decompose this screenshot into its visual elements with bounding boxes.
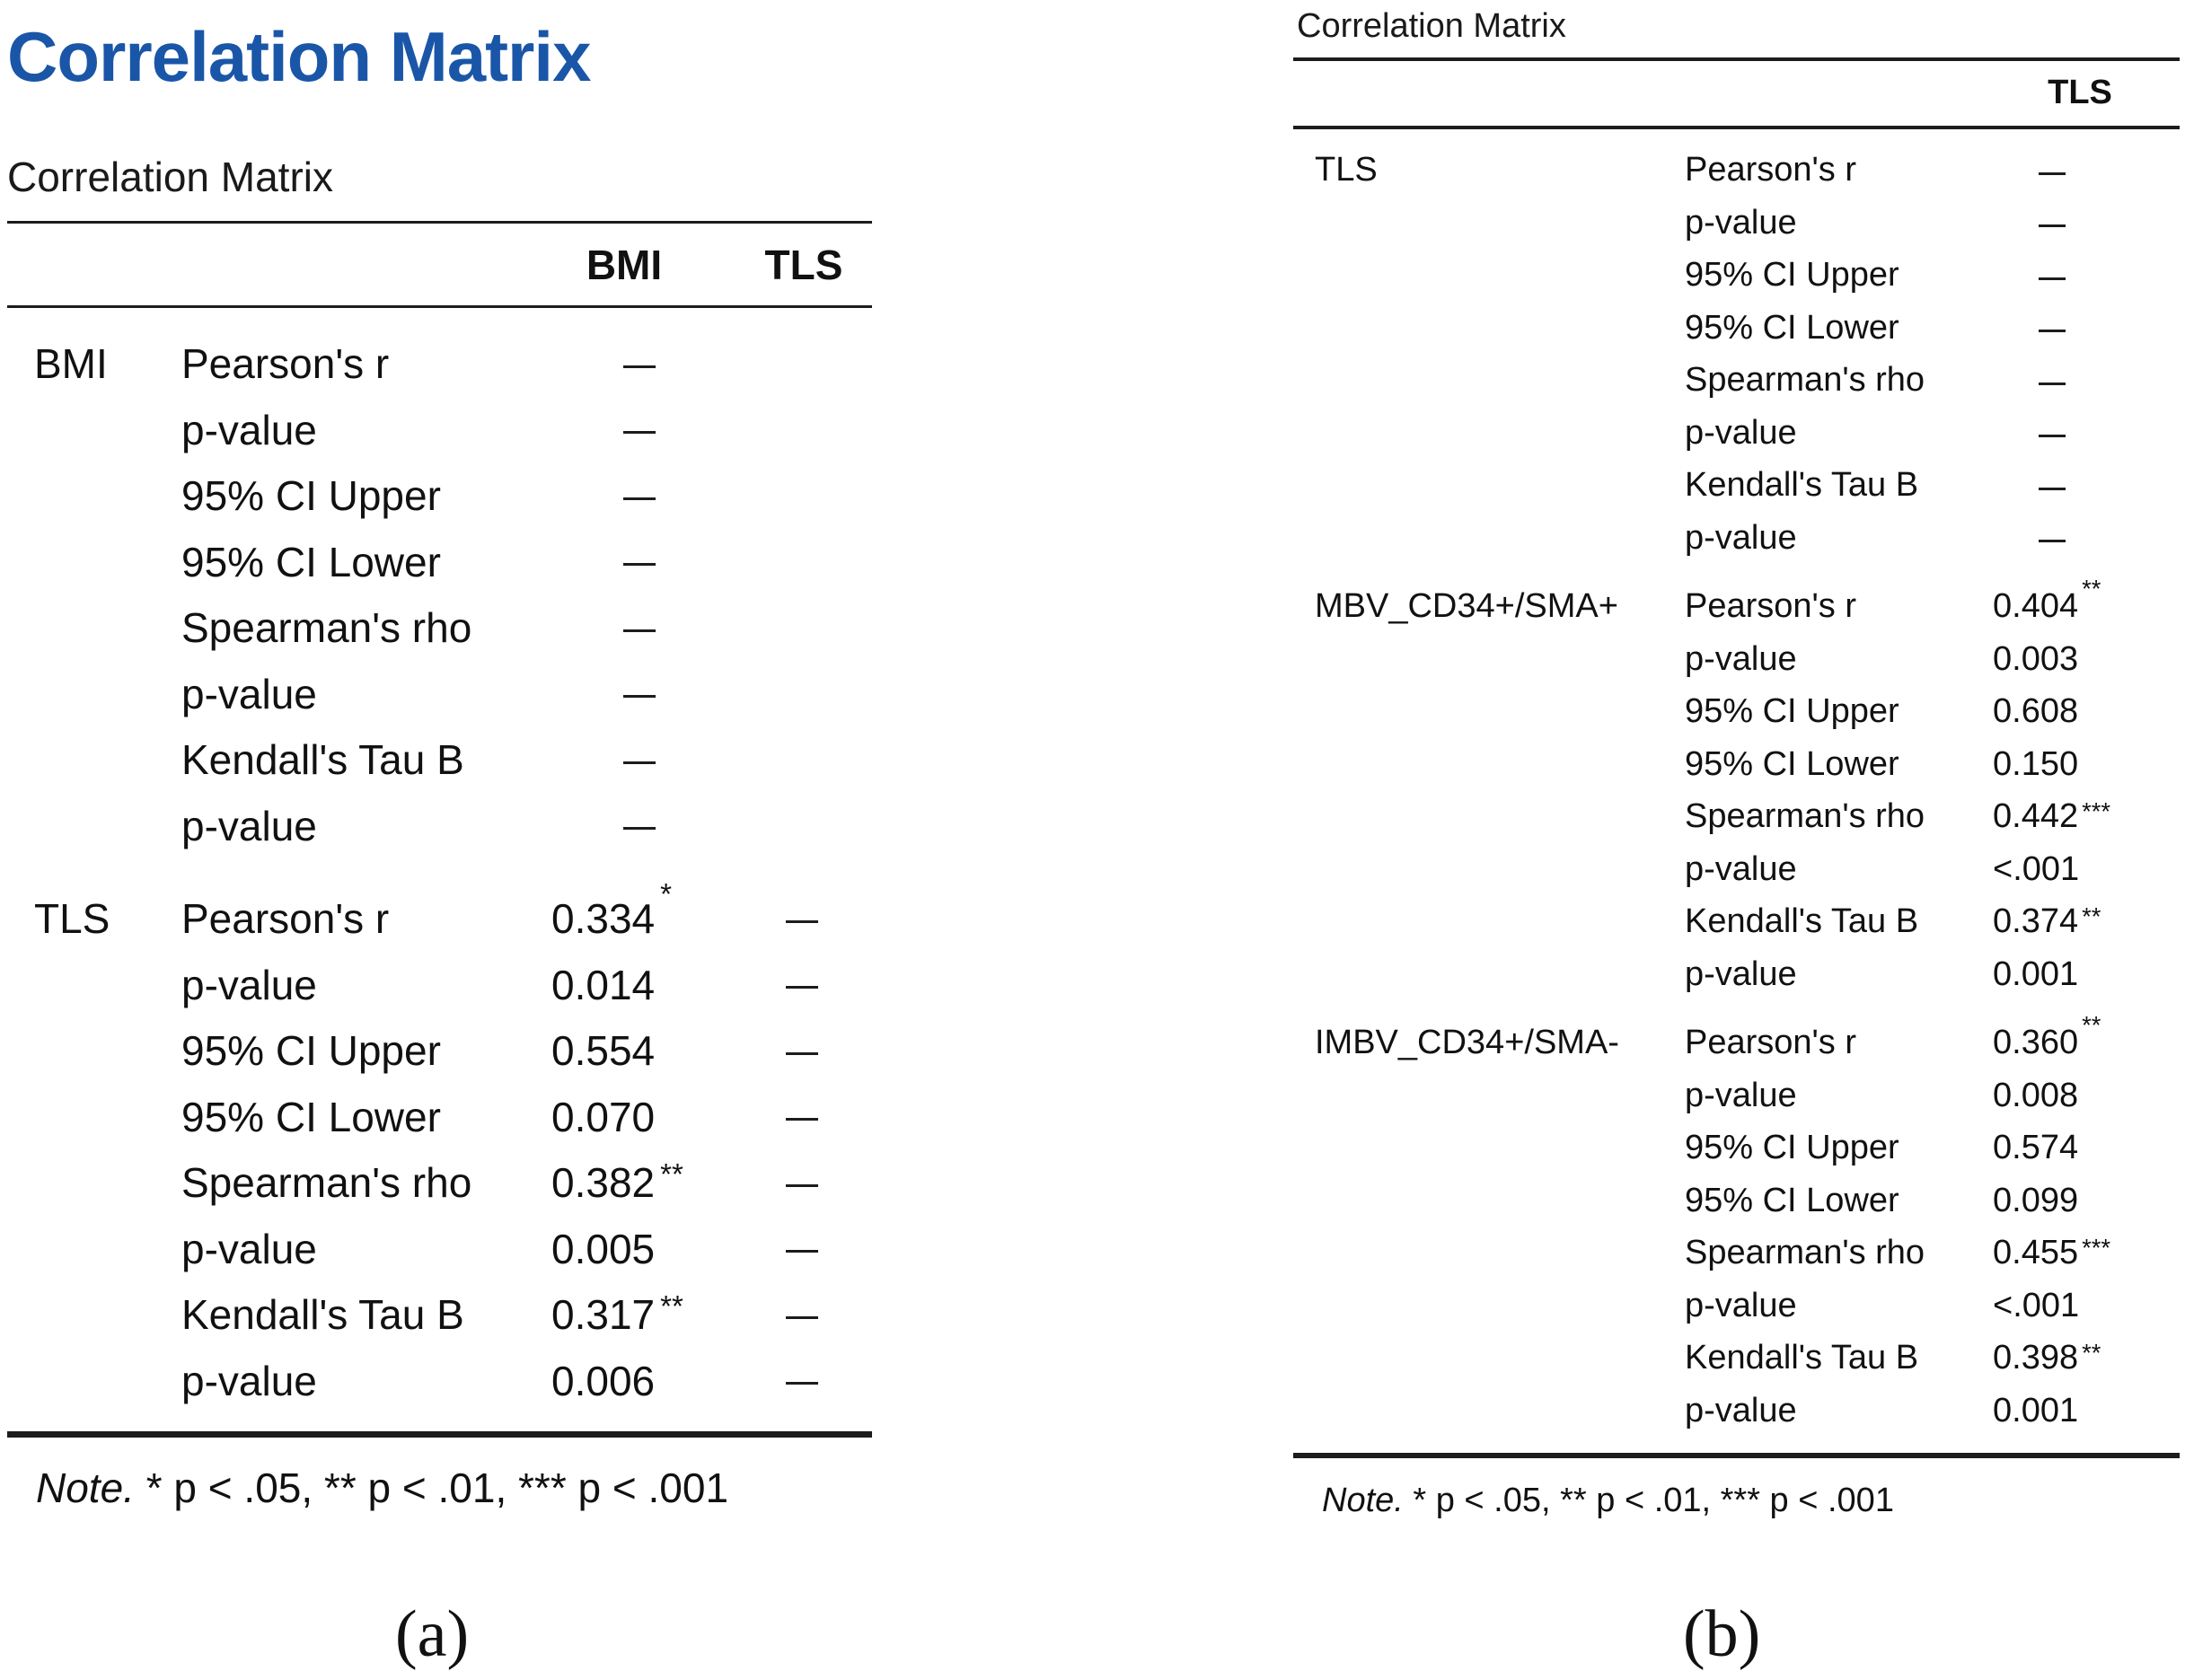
- statistic-label: Spearman's rho: [181, 1159, 472, 1206]
- correlation-value: 0.006: [551, 1357, 656, 1404]
- empty-cell-dash: [2039, 224, 2066, 227]
- empty-cell-dash: [786, 1118, 818, 1121]
- significance-marker: *: [660, 878, 672, 911]
- statistic-label: 95% CI Lower: [1685, 1181, 1899, 1219]
- statistic-label: p-value: [1685, 639, 1797, 678]
- statistic-label: 95% CI Lower: [1685, 308, 1899, 347]
- empty-cell-dash: [2039, 277, 2066, 280]
- table-caption: Correlation Matrix: [7, 154, 333, 200]
- row-variable-label: MBV_CD34+/SMA+: [1315, 587, 1618, 625]
- note-label: Note.: [36, 1465, 135, 1511]
- correlation-value: 0.442: [1993, 797, 2079, 835]
- statistic-label: p-value: [181, 1357, 317, 1404]
- statistic-label: p-value: [181, 802, 317, 849]
- statistic-label: p-value: [1685, 1391, 1797, 1429]
- empty-cell-dash: [623, 563, 656, 566]
- correlation-value: 0.404: [1993, 587, 2079, 625]
- column-header: TLS: [2048, 74, 2112, 111]
- statistic-label: Spearman's rho: [1685, 797, 1925, 835]
- empty-cell-dash: [2039, 383, 2066, 385]
- statistic-label: p-value: [1685, 203, 1797, 242]
- statistic-label: p-value: [181, 670, 317, 717]
- significance-marker: ***: [2082, 1234, 2111, 1262]
- table-caption: Correlation Matrix: [1297, 7, 1566, 45]
- table-bottom-rule: [1293, 1453, 2180, 1458]
- empty-cell-dash: [623, 629, 656, 632]
- empty-cell-dash: [2039, 488, 2066, 490]
- row-variable-label: TLS: [34, 895, 110, 942]
- statistic-label: 95% CI Lower: [181, 1093, 441, 1140]
- note-label: Note.: [1322, 1482, 1404, 1519]
- correlation-value: 0.001: [1993, 1391, 2079, 1429]
- statistic-label: Kendall's Tau B: [1685, 466, 1919, 504]
- note-text: * p < .05, ** p < .01, *** p < .001: [145, 1465, 729, 1511]
- correlation-value: 0.455: [1993, 1234, 2079, 1271]
- row-variable-label: IMBV_CD34+/SMA-: [1315, 1024, 1619, 1061]
- statistic-label: 95% CI Upper: [181, 472, 441, 519]
- statistic-label: Pearson's r: [1685, 1024, 1857, 1061]
- empty-cell-dash: [2039, 435, 2066, 437]
- empty-cell-dash: [623, 431, 656, 434]
- statistic-label: p-value: [181, 406, 317, 453]
- statistic-label: Kendall's Tau B: [1685, 1339, 1919, 1377]
- empty-cell-dash: [786, 1250, 818, 1253]
- row-variable-label: TLS: [1315, 151, 1378, 189]
- statistic-label: Spearman's rho: [181, 604, 472, 651]
- correlation-value: 0.008: [1993, 1076, 2079, 1114]
- correlation-value: 0.014: [551, 961, 656, 1008]
- empty-cell-dash: [623, 365, 656, 368]
- empty-cell-dash: [623, 695, 656, 698]
- statistic-label: p-value: [1685, 518, 1797, 557]
- statistic-label: 95% CI Lower: [1685, 744, 1899, 783]
- empty-cell-dash: [623, 827, 656, 830]
- note-text: * p < .05, ** p < .01, *** p < .001: [1413, 1482, 1894, 1519]
- statistic-label: Spearman's rho: [1685, 361, 1925, 399]
- correlation-value: 0.374: [1993, 902, 2079, 940]
- correlation-value: 0.398: [1993, 1339, 2079, 1377]
- correlation-value: 0.005: [551, 1225, 656, 1272]
- correlation-value: 0.099: [1993, 1181, 2079, 1219]
- statistic-label: 95% CI Upper: [1685, 692, 1899, 730]
- statistic-label: Kendall's Tau B: [1685, 902, 1919, 940]
- significance-marker: **: [660, 1158, 683, 1192]
- statistic-label: Pearson's r: [1685, 587, 1857, 625]
- empty-cell-dash: [786, 1052, 818, 1055]
- correlation-value: 0.608: [1993, 692, 2079, 730]
- empty-cell-dash: [2039, 172, 2066, 175]
- empty-cell-dash: [786, 986, 818, 989]
- correlation-value: 0.150: [1993, 744, 2079, 783]
- panel-b: [1293, 0, 2182, 1680]
- panel-a: [0, 0, 880, 1680]
- table-note: [1322, 1482, 1894, 1520]
- statistic-label: 95% CI Lower: [181, 538, 441, 585]
- panel-label: (b): [1683, 1597, 1761, 1671]
- significance-marker: **: [660, 1290, 683, 1324]
- correlation-value: 0.070: [551, 1093, 656, 1140]
- statistic-label: 95% CI Upper: [1685, 256, 1899, 294]
- statistic-label: Kendall's Tau B: [181, 736, 464, 783]
- empty-cell-dash: [2039, 540, 2066, 542]
- statistic-label: p-value: [1685, 954, 1797, 993]
- statistic-label: p-value: [1685, 1076, 1797, 1114]
- correlation-value: <.001: [1993, 849, 2080, 888]
- correlation-value: 0.001: [1993, 954, 2079, 993]
- empty-cell-dash: [786, 1316, 818, 1319]
- table-note: [36, 1464, 728, 1512]
- correlation-value: 0.334: [551, 895, 656, 942]
- correlation-value: 0.003: [1993, 639, 2079, 678]
- empty-cell-dash: [623, 761, 656, 764]
- empty-cell-dash: [623, 497, 656, 500]
- correlation-value: <.001: [1993, 1286, 2080, 1324]
- row-variable-label: BMI: [34, 340, 108, 387]
- empty-cell-dash: [2039, 330, 2066, 332]
- table-bottom-rule: [7, 1431, 872, 1438]
- significance-marker: **: [2082, 575, 2101, 603]
- header-bottom-rule: [1293, 126, 2180, 129]
- empty-cell-dash: [786, 1382, 818, 1385]
- statistic-label: Pearson's r: [1685, 151, 1857, 189]
- statistic-label: Pearson's r: [181, 340, 390, 387]
- statistic-label: Pearson's r: [181, 895, 390, 942]
- column-header: TLS: [764, 242, 843, 288]
- statistic-label: p-value: [1685, 849, 1797, 888]
- statistic-label: 95% CI Upper: [1685, 1129, 1899, 1166]
- correlation-value: 0.554: [551, 1027, 656, 1074]
- statistic-label: 95% CI Upper: [181, 1027, 441, 1074]
- main-heading: Correlation Matrix: [7, 17, 591, 96]
- panel-label: (a): [395, 1597, 470, 1671]
- table-top-rule: [1293, 57, 2180, 61]
- significance-marker: **: [2082, 1011, 2101, 1039]
- empty-cell-dash: [786, 920, 818, 923]
- statistic-label: p-value: [1685, 413, 1797, 452]
- column-header: BMI: [586, 242, 663, 288]
- header-bottom-rule: [7, 305, 872, 308]
- statistic-label: Kendall's Tau B: [181, 1291, 464, 1338]
- correlation-value: 0.317: [551, 1291, 656, 1338]
- empty-cell-dash: [786, 1184, 818, 1187]
- statistic-label: p-value: [181, 1225, 317, 1272]
- significance-marker: **: [2082, 1339, 2101, 1367]
- correlation-value: 0.360: [1993, 1024, 2079, 1061]
- statistic-label: p-value: [181, 961, 317, 1008]
- table-top-rule: [7, 221, 872, 224]
- significance-marker: **: [2082, 902, 2101, 930]
- statistic-label: Spearman's rho: [1685, 1234, 1925, 1271]
- correlation-value: 0.574: [1993, 1129, 2079, 1166]
- significance-marker: ***: [2082, 797, 2111, 825]
- correlation-value: 0.382: [551, 1159, 656, 1206]
- statistic-label: p-value: [1685, 1286, 1797, 1324]
